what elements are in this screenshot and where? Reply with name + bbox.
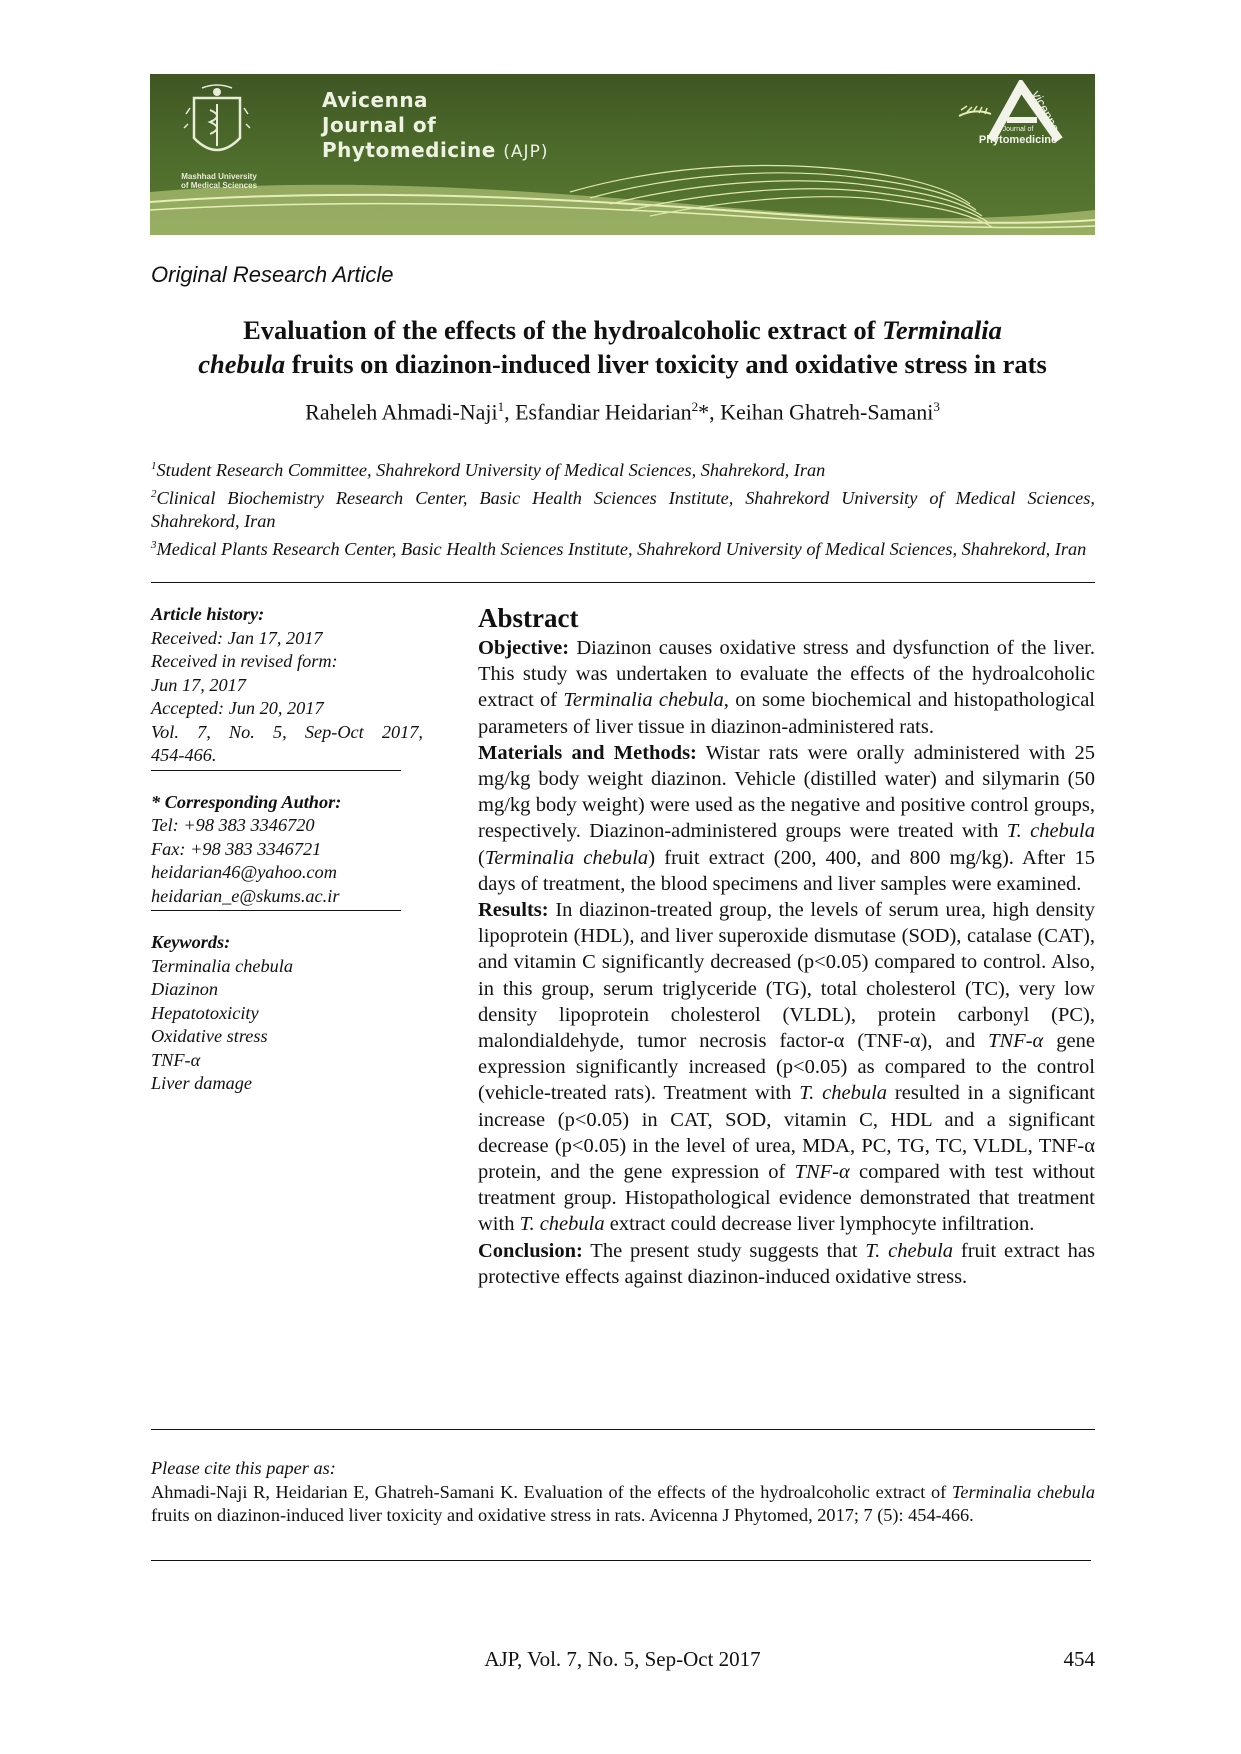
journal-logo-arc-text: vicenna — [1028, 88, 1064, 135]
corresponding-author: * Corresponding Author: Tel: +98 383 3346720 Fax: +98 383 3346721 heidarian46@yahoo.com heidarian_e@skums.ac.ir — [151, 791, 423, 909]
keyword: Terminalia chebula — [151, 955, 294, 976]
author-list: Raheleh Ahmadi-Naji$^1$, Esfandiar Heidarian$^2$*, Keihan Ghatreh-Samani$^3$ — [305, 399, 940, 425]
keyword: Hepatotoxicity — [151, 1002, 259, 1023]
author: Keihan Ghatreh-Samani — [720, 399, 934, 425]
email: heidarian_e@skums.ac.ir — [151, 885, 340, 906]
journal-name: Avicenna Journal of Phytomedicine (AJP) — [322, 88, 549, 162]
citation-text: Ahmadi-Naji R, Heidarian E, Ghatreh-Samani K. Evaluation of the effects of the hydroalcoholic extract of Terminalia chebula fruits on diazinon-induced liver toxicity and oxidative stress in rats. Avicenna J Phytomed, 2017; 7 (5): 454-466. — [151, 1481, 1095, 1525]
article-type: Original Research Article — [151, 262, 394, 287]
citation-block — [151, 1457, 1095, 1528]
author: Raheleh Ahmadi-Naji — [305, 399, 498, 425]
abstract-heading: Abstract — [478, 603, 579, 633]
abstract-results: Results: In diazinon-treated group, the levels of serum urea, high density lipoprotein (HDL), and liver superoxide dismutase (SOD), catalase (CAT), and vitamin C significantly decreased (p<0.05) compared to control. Also, in this group, serum triglyceride (TG), total cholesterol (TC), very low density lipoprotein cholesterol (VLDL), protein carbonyl (PC), malondialdehyde, tumor necrosis factor-α (TNF-α), and TNF-α gene expression significantly increased (p<0.05) as compared to the control (vehicle-treated rats). Treatment with T. chebula resulted in a significant increase (p<0.05) in CAT, SOD, vitamin C, HDL and a significant decrease (p<0.05) in the level of urea, MDA, PC, TG, TC, VLDL, TNF-α protein, and the gene expression of TNF-α compared with test without treatment group. Histopathological evidence demonstrated that treatment with T. chebula extract could decrease liver lymphocyte infiltration. — [478, 899, 1095, 1236]
citation-heading: Please cite this paper as: — [151, 1458, 336, 1478]
university-seal — [164, 84, 274, 219]
article-history: Article history: Received: Jan 17, 2017 Received in revised form: Jun 17, 2017 Accepted: Jun 20, 2017 Vol. 7, No. 5, Sep-Oct 2017, 454-466. — [151, 604, 423, 765]
affiliations — [151, 455, 1095, 561]
article-title: Evaluation of the effects of the hydroalcoholic extract of Terminalia chebula fruits on diazinon-induced liver toxicity and oxidative stress in rats — [198, 315, 1047, 379]
affiliation: $^2$Clinical Biochemistry Research Center, Basic Health Sciences Institute, Shahrekord University of Medical Sciences, Shahrekord, Iran — [151, 487, 1095, 532]
affiliation: $^3$Medical Plants Research Center, Basic Health Sciences Institute, Shahrekord University of Medical Sciences, Shahrekord, Iran — [151, 538, 1087, 559]
page-number: 454 — [1063, 1647, 1095, 1671]
keyword: TNF-α — [151, 1049, 201, 1070]
keyword: Oxidative stress — [151, 1026, 268, 1046]
journal-logo-text: Journal of Phytomedicine — [978, 126, 1058, 146]
abstract-objective: Objective: Diazinon causes oxidative stress and dysfunction of the liver. This study was undertaken to evaluate the effects of the hydroalcoholic extract of Terminalia chebula, on some biochemical and histopathological parameters of liver tissue in diazinon-administered rats. — [478, 637, 1096, 738]
affiliation: $^1$Student Research Committee, Shahrekord University of Medical Sciences, Shahrekord, Iran — [151, 460, 826, 481]
abstract — [478, 601, 1095, 1290]
keyword: Liver damage — [151, 1073, 253, 1093]
footer-journal-info: AJP, Vol. 7, No. 5, Sep-Oct 2017 — [484, 1647, 761, 1671]
author: Esfandiar Heidarian — [515, 399, 692, 425]
divider — [151, 910, 401, 911]
abstract-methods: Materials and Methods: Wistar rats were orally administered with 25 mg/kg body weight diazinon. Vehicle (distilled water) and silymarin (50 mg/kg body weight) were used as the negative and positive control groups, respectively. Diazinon-administered groups were treated with T. chebula (Terminalia chebula) fruit extract (200, 400, and 800 mg/kg). After 15 days of treatment, the blood specimens and liver samples were examined. — [478, 741, 1095, 895]
university-name: Mashhad University of Medical Sciences — [180, 172, 258, 190]
divider — [151, 1560, 1091, 1561]
divider — [151, 1429, 1095, 1430]
divider — [151, 770, 401, 771]
email: heidarian46@yahoo.com — [151, 862, 337, 882]
abstract-conclusion: Conclusion: The present study suggests that T. chebula fruit extract has protective effects against diazinon-induced oxidative stress. — [478, 1239, 1095, 1288]
keyword: Diazinon — [151, 979, 219, 999]
journal-banner — [150, 74, 1095, 235]
university-logo-icon — [182, 84, 252, 166]
keywords: Keywords: Terminalia chebula Diazinon Hepatotoxicity Oxidative stress TNF-α Liver damage — [151, 931, 423, 1096]
divider — [151, 582, 1095, 583]
article-info-column — [151, 603, 423, 1096]
